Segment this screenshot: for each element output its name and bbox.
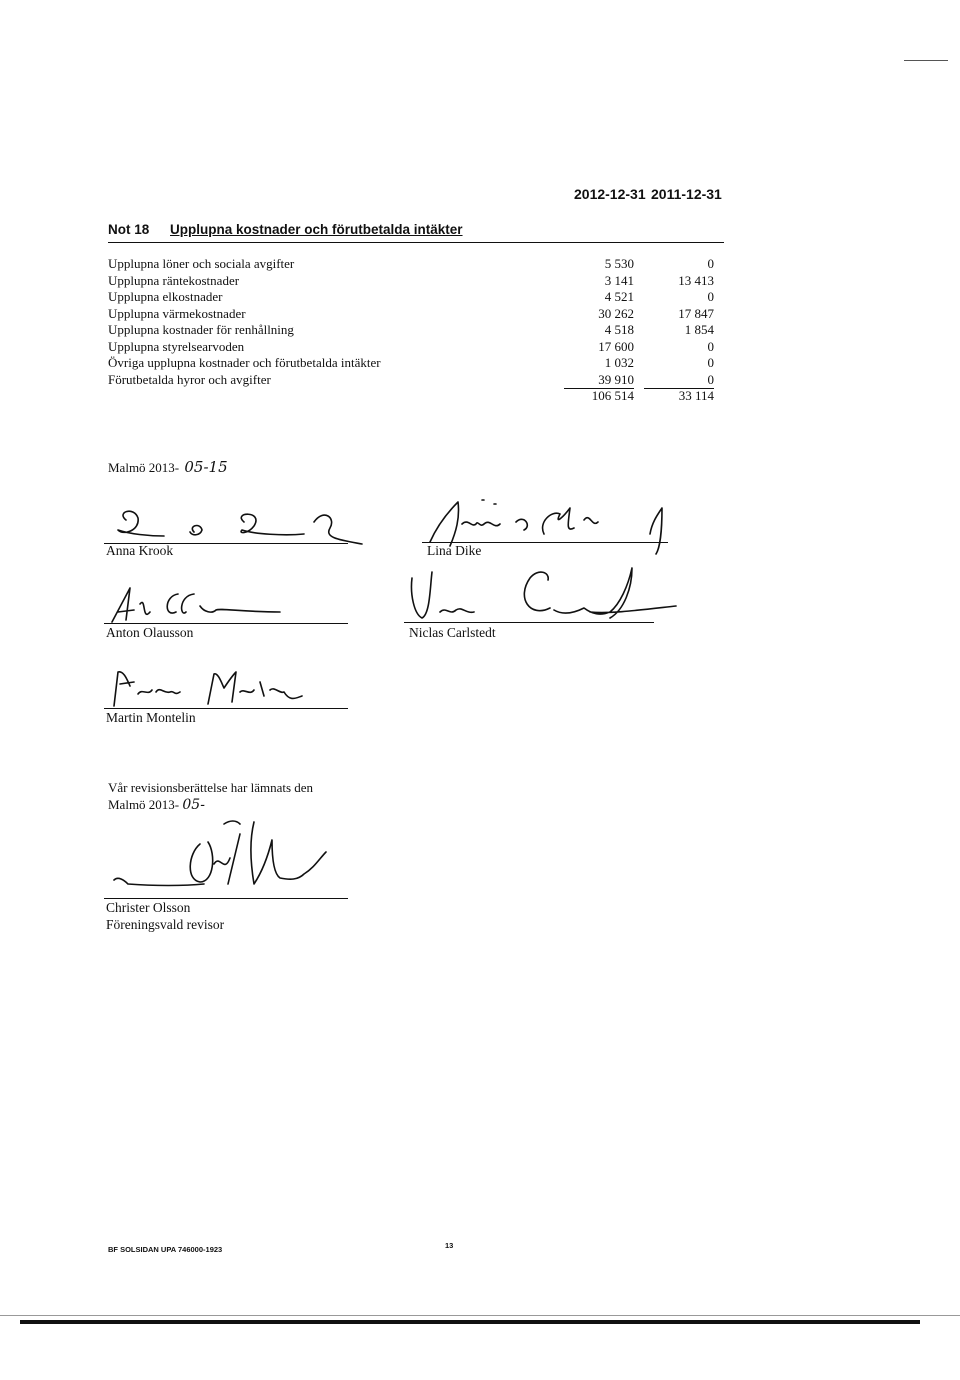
- row-label: Övriga upplupna kostnader och förutbetalda intäkter: [108, 355, 381, 370]
- row-value-previous: 0: [707, 256, 714, 271]
- board-signing-date: [108, 458, 228, 476]
- row-value-current: 4 518: [604, 322, 634, 337]
- footer-organization: BF SOLSIDAN UPA 746000-1923: [108, 1245, 223, 1254]
- column-header-current: 2012-12-31: [574, 186, 646, 202]
- row-value-previous: 0: [707, 289, 714, 304]
- note-table: [108, 256, 724, 405]
- row-value-previous: 0: [707, 338, 714, 354]
- audit-date: [108, 797, 205, 813]
- row-value-current: 5 530: [604, 256, 634, 271]
- auditor-role: Föreningsvald revisor: [106, 917, 225, 932]
- total-previous: 33 114: [678, 388, 714, 403]
- row-value-current: 4 521: [604, 289, 634, 304]
- table-row: [108, 273, 724, 290]
- row-label: Upplupna styrelsearvoden: [108, 338, 245, 354]
- row-value-previous: 13 413: [678, 272, 714, 288]
- row-value-current: 3 141: [604, 272, 634, 288]
- row-value-previous: 1 854: [684, 322, 714, 337]
- table-row: [108, 355, 724, 372]
- scan-edge-bar: [20, 1320, 920, 1324]
- signatory-4: Niclas Carlstedt: [409, 625, 496, 640]
- board-place: Malmö 2013-: [108, 460, 180, 475]
- signature-anna-krook: [104, 500, 364, 548]
- row-label: Upplupna löner och sociala avgifter: [108, 256, 295, 271]
- note-title: Upplupna kostnader och förutbetalda intäkter: [170, 222, 463, 237]
- row-label: Förutbetalda hyror och avgifter: [108, 371, 271, 387]
- audit-date-handwritten: 05-: [182, 797, 205, 813]
- audit-place: Malmö 2013-: [108, 797, 180, 812]
- total-row: [108, 388, 724, 405]
- row-value-current: 30 262: [598, 305, 634, 321]
- table-row: [108, 256, 724, 273]
- row-value-current: 17 600: [598, 338, 634, 354]
- signatory-3: Anton Olausson: [106, 625, 194, 640]
- signature-christer-olsson: [104, 814, 364, 904]
- row-value-previous: 0: [644, 372, 714, 390]
- table-row: [108, 306, 724, 323]
- column-header-previous: 2011-12-31: [651, 186, 722, 202]
- table-row: [108, 372, 724, 389]
- table-row: [108, 339, 724, 356]
- audit-statement: Vår revisionsberättelse har lämnats den: [108, 780, 314, 795]
- signatory-2: Lina Dike: [427, 543, 482, 558]
- signature-niclas-carlstedt: [400, 558, 690, 628]
- signature-martin-montelin: [104, 662, 304, 712]
- table-row: [108, 289, 724, 306]
- page-number: 13: [445, 1241, 454, 1250]
- row-label: Upplupna elkostnader: [108, 289, 223, 304]
- row-value-current: 39 910: [564, 372, 634, 390]
- row-label: Upplupna värmekostnader: [108, 305, 246, 321]
- scan-edge-line: [0, 1315, 960, 1316]
- note-heading: [108, 222, 724, 243]
- note-number: Not 18: [108, 222, 150, 237]
- auditor-name: Christer Olsson: [106, 900, 191, 915]
- table-row: [108, 322, 724, 339]
- total-current: 106 514: [591, 388, 634, 403]
- row-value-current: 1 032: [604, 355, 634, 370]
- row-label: Upplupna kostnader för renhållning: [108, 322, 294, 337]
- scan-mark: [904, 60, 948, 61]
- board-date-handwritten: 05-15: [184, 458, 228, 476]
- row-value-previous: 0: [707, 355, 714, 370]
- row-label: Upplupna räntekostnader: [108, 272, 240, 288]
- row-value-previous: 17 847: [678, 305, 714, 321]
- signature-anton-olausson: [104, 582, 304, 626]
- signatory-1: Anna Krook: [106, 543, 174, 558]
- signatory-5: Martin Montelin: [106, 710, 196, 725]
